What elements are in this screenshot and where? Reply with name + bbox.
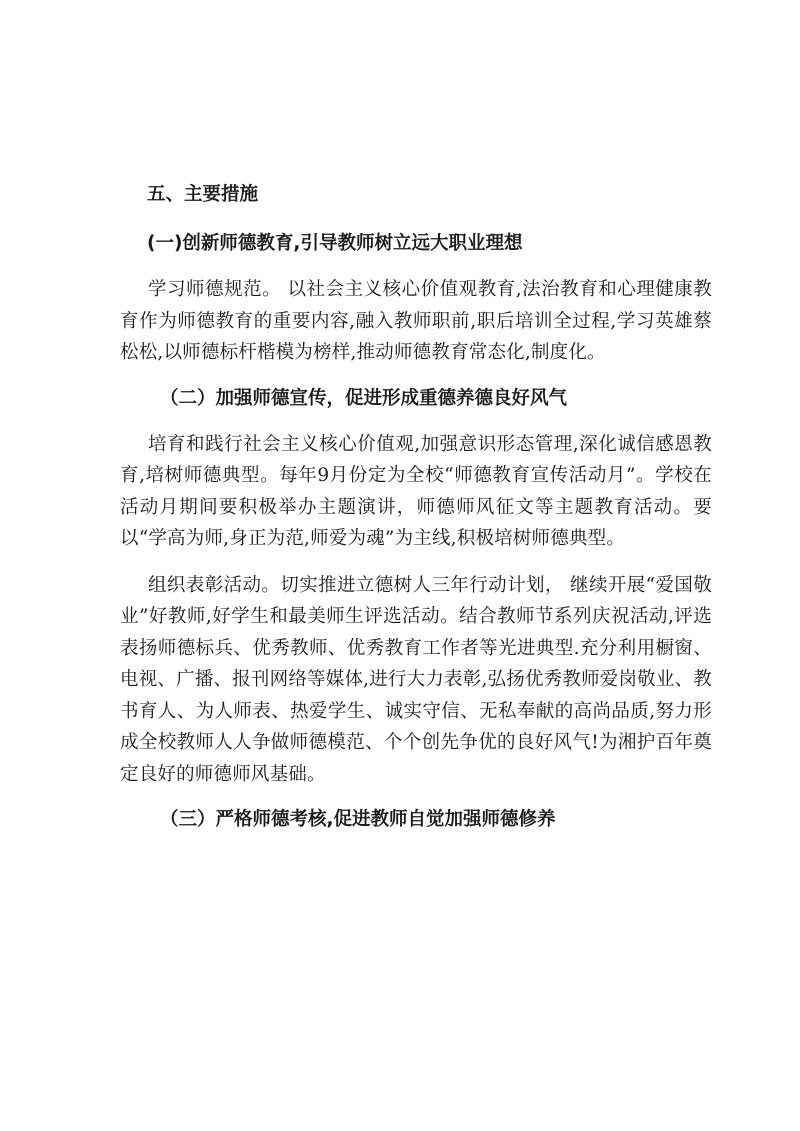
paragraph-commendation-activities: 组织表彰活动。切实推进立德树人三年行动计划， 继续开展“爱国敬业”好教师,好学生和最美师生评选活动。结合教师节系列庆祝活动,评选表扬师德标兵、优秀教师、优秀教育工作者等光进典型.充分利用橱窗、电视、广播、报刊网络等媒体,进行大力表彰,弘扬优秀教师爱岗敬业、教书育人、为人师表、热爱学生、诚实守信、无私奉献的高尚品质,努力形成全校教师人人争做师德模范、个个创先争优的良好风气!为湘护百年奠定良好的师德师风基础。 <box>120 574 712 785</box>
subsection-title-1: (一)创新师德教育,引导教师树立远大职业理想 <box>147 233 523 254</box>
section-title: 五、主要措施 <box>147 184 259 205</box>
subsection-title-3: （三）严格师德考核,促进教师自觉加强师德修养 <box>160 809 556 830</box>
subsection-title-2: （二）加强师德宣传，促进形成重德养德良好风气 <box>160 387 568 409</box>
paragraph-core-values: 培育和践行社会主义核心价值观,加强意识形态管理,深化诚信感恩教育,培树师德典型。每年9月份定为全校“师德教育宣传活动月”。学校在活动月期间要积极举办主题演讲，师德师风征文等主题教育活动。要以“学高为师,身正为范,师爱为魂”为主线,积极培树师德典型。 <box>120 433 712 549</box>
paragraph-study-ethics-norms: 学习师德规范。 以社会主义核心价值观教育,法治教育和心理健康教育作为师德教育的重要内容,融入教师职前,职后培训全过程,学习英雄蔡松松,以师德标杆楷模为榜样,推动师德教育常态化,制度化。 <box>120 279 712 363</box>
document-body <box>120 182 712 850</box>
